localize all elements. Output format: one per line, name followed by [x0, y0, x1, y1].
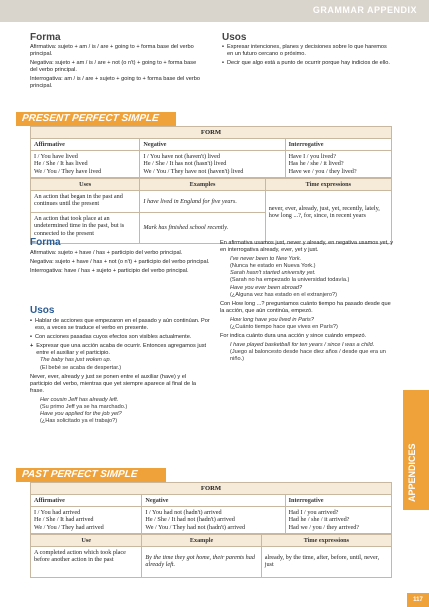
usos-left-line-3: Expresar que una acción acaba de ocurrir. Entonces agregamos just entre el auxiliar y el participio. [36, 343, 207, 357]
aff-line-3: We / You / They had arrived [34, 523, 104, 531]
neg-line-2: He / She / It has not (hasn't) lived [143, 160, 227, 168]
form-col-headers [31, 495, 391, 507]
form-header: FORM [31, 127, 391, 139]
example-line: Sarah hasn't started university yet. [230, 270, 316, 277]
example-line: Have you applied for the job yet? [40, 411, 122, 418]
forma-top-line-1: Afirmativa: sujeto + am / is / are + going to + forma base del verbo principal. [30, 44, 194, 58]
translation-line: (¿Cuánto tiempo hace que vives en París?) [230, 324, 338, 331]
present-perfect-uses-table [30, 178, 392, 244]
time-expressions: already, by the time, after, before, until, never, just [264, 554, 380, 569]
form-cell [140, 151, 285, 177]
col-negative: Negative [142, 495, 285, 506]
intro-text: En afirmativa usamos just, never y already, en negativa usamos yet, y en interrogativa already, ever, yet y just. [220, 240, 394, 254]
forma-left-line-3: Interrogativa: have / has + sujeto + participio del verbo principal. [30, 268, 189, 275]
forma-top-line-2: Negativa: sujeto + am / is / are + not (o n't) + going to + forma base del verbo principal. [30, 60, 197, 74]
col-affirmative: Affirmative [31, 495, 142, 506]
appendices-tab [403, 390, 429, 510]
usos-left-text: • Hablar de acciones que empezaron en el pasado y aún continúan. Por eso, a veces se traduce el verbo en presente. • Con acciones pasadas cuyos efectos son visibles actualmente. + Expresar que una acción acaba de ocurrir. Entonces agregamos just entre el auxiliar y el participio. The baby has just woken up. (El bebé se acaba de despertar.) Never, ever, already y just se ponen entre el auxiliar (have) y el participio del verbo, mientras que yet siempre aparece al final de la frase. Her cousin Jeff has already left. (Su primo Jeff ya se ha marchado.) Have you applied for the job yet? (¿Has solicitado ya el trabajo?) [30, 318, 210, 425]
for-since-text: For indica cuánto dura una acción y since cuándo empezó. [220, 333, 367, 340]
form-row [31, 151, 391, 177]
form-cell [31, 507, 142, 533]
example-text: By the time they got home, their parents had already left. [142, 547, 261, 577]
int-line-2: Has he / she / it lived? [288, 160, 344, 168]
aff-line-2: He / She / It has lived [34, 160, 88, 168]
past-perfect-title: PAST PERFECT SIMPLE [21, 469, 138, 480]
neg-line-3: We / You / They had not (hadn't) arrived [145, 523, 246, 531]
uses-header: Uses [31, 179, 140, 190]
form-cell [31, 151, 140, 177]
present-perfect-bar [16, 112, 176, 126]
translation-line: (¿Alguna vez has estado en el extranjero?) [230, 291, 337, 298]
translation-line: (Su primo Jeff ya se ha marchado.) [40, 404, 128, 411]
usos-title-top: Usos [222, 32, 247, 43]
past-perfect-use-table [30, 534, 392, 578]
translation-line: (Nunca he estado en Nueva York.) [230, 263, 316, 270]
neg-line-1: I / You had not (hadn't) arrived [145, 509, 222, 517]
aff-line-1: I / You have lived [34, 153, 78, 161]
right-column-text [220, 240, 395, 364]
appendices-label: APPENDICES [407, 443, 417, 502]
int-line-2: Had he / she / it arrived? [288, 516, 350, 524]
uses-body-row [31, 191, 391, 243]
usos-top-text: • Expresar intenciones, planes y decisiones sobre lo que haremos en un futuro cercano o próximo. • Decir que algo está a punto de ocurrir porque hay indicios de ello. [222, 44, 392, 67]
forma-top-text [30, 44, 205, 93]
examples-header: Examples [140, 179, 265, 190]
example-line: Have you ever been abroad? [230, 284, 303, 291]
form-cell [142, 507, 285, 533]
forma-title-top: Forma [30, 32, 61, 43]
translation-line: (El bebé se acaba de despertar.) [40, 364, 122, 371]
usos-title-left: Usos [30, 305, 55, 316]
aff-line-2: He / She / It had arrived [34, 516, 94, 524]
example-line: I've never been to New York. [230, 256, 302, 263]
use-header-row [31, 535, 391, 547]
example-line: The baby has just woken up. [40, 357, 112, 364]
use-header: Use [31, 535, 142, 546]
usos-left-line-1: Hablar de acciones que empezaron en el pasado y aún continúan. Por eso, a veces se traduce el verbo en presente. [34, 318, 210, 332]
forma-left-line-2: Negativa: sujeto + have / has + not (o n't) + participio del verbo principal. [30, 259, 210, 266]
present-perfect-title: PRESENT PERFECT SIMPLE [21, 113, 160, 124]
usos-top-line-2: Decir que algo está a punto de ocurrir porque hay indicios de ello. [226, 60, 390, 67]
present-perfect-form-table [30, 126, 392, 178]
example-2: Mark has finished school recently. [143, 224, 229, 232]
time-expressions: never, ever, already, just, yet, recently, lately, how long ...?, for, since, in recent years [268, 205, 380, 220]
col-negative: Negative [140, 139, 285, 150]
aff-line-3: We / You / They have lived [34, 167, 102, 175]
forma-top-line-3: Interrogativa: am / is / are + sujeto + going to + forma base del verbo principal. [30, 76, 200, 90]
col-interrogative: Interrogative [286, 139, 391, 150]
use-text: A completed action which took place before another action in the past [31, 547, 142, 577]
aff-line-1: I / You had arrived [34, 509, 81, 517]
use-1: An action that began in the past and continues until the present [31, 191, 139, 213]
header-band [0, 0, 429, 22]
translation-line: (¿Has solicitado ya el trabajo?) [40, 418, 118, 425]
int-line-3: Had we / you / they arrived? [288, 523, 360, 531]
neg-line-1: I / You have not (haven't) lived [143, 153, 220, 161]
example-line: Her cousin Jeff has already left. [40, 396, 119, 403]
form-col-headers [31, 139, 391, 151]
uses-column [31, 191, 140, 243]
uses-header-row [31, 179, 391, 191]
int-line-3: Have we / you / they lived? [288, 167, 357, 175]
form-row [31, 507, 391, 533]
form-header: FORM [31, 483, 391, 495]
neg-line-3: We / You / They have not (haven't) lived [143, 167, 244, 175]
forma-left-text [30, 250, 210, 277]
how-long-text: Con How long ...? preguntamos cuánto tiempo ha pasado desde que la acción, que aún continúa, empezó. [220, 300, 391, 314]
example-header: Example [142, 535, 261, 546]
form-cell [286, 151, 391, 177]
example-line: I have played basketball for ten years / since I was a child. [230, 342, 375, 349]
time-expressions-header: Time expressions [262, 535, 391, 546]
examples-column [140, 191, 265, 243]
page-number: 117 [407, 593, 429, 607]
neg-line-2: He / She / It had not (hadn't) arrived [145, 516, 235, 524]
forma-left-line-1: Afirmativa: sujeto + have / has + participio del verbo principal. [30, 250, 183, 256]
example-line: How long have you lived in Paris? [230, 316, 314, 323]
col-interrogative: Interrogative [286, 495, 391, 506]
translation-line: (Sarah no ha empezado la universidad todavía.) [230, 277, 350, 284]
usos-left-line-2: Con acciones pasadas cuyos efectos son visibles actualmente. [34, 334, 192, 341]
form-cell [286, 507, 391, 533]
use-body-row [31, 547, 391, 577]
int-line-1: Had I / you arrived? [288, 509, 339, 517]
forma-title-left: Forma [30, 237, 61, 248]
past-perfect-bar [16, 468, 166, 482]
never-explanation: Never, ever, already y just se ponen entre el auxiliar (have) y el participio del verbo, mientras que yet siempre aparece al final de la frase. [30, 373, 197, 394]
translation-line: (Juego al baloncesto desde hace diez años / desde que era un niño.) [230, 349, 386, 363]
col-affirmative: Affirmative [31, 139, 140, 150]
header-title: GRAMMAR APPENDIX [312, 5, 417, 15]
past-perfect-form-table [30, 482, 392, 534]
use-2: An action that took place at an undetermined time in the past, but is connected to the present [34, 215, 125, 237]
int-line-1: Have I / you lived? [288, 153, 336, 161]
usos-top-line-1: Expresar intenciones, planes y decisiones sobre lo que haremos en un futuro cercano o próximo. [226, 44, 387, 58]
example-1: I have lived in England for five years. [140, 191, 264, 213]
time-expressions-header: Time expressions [266, 179, 391, 190]
